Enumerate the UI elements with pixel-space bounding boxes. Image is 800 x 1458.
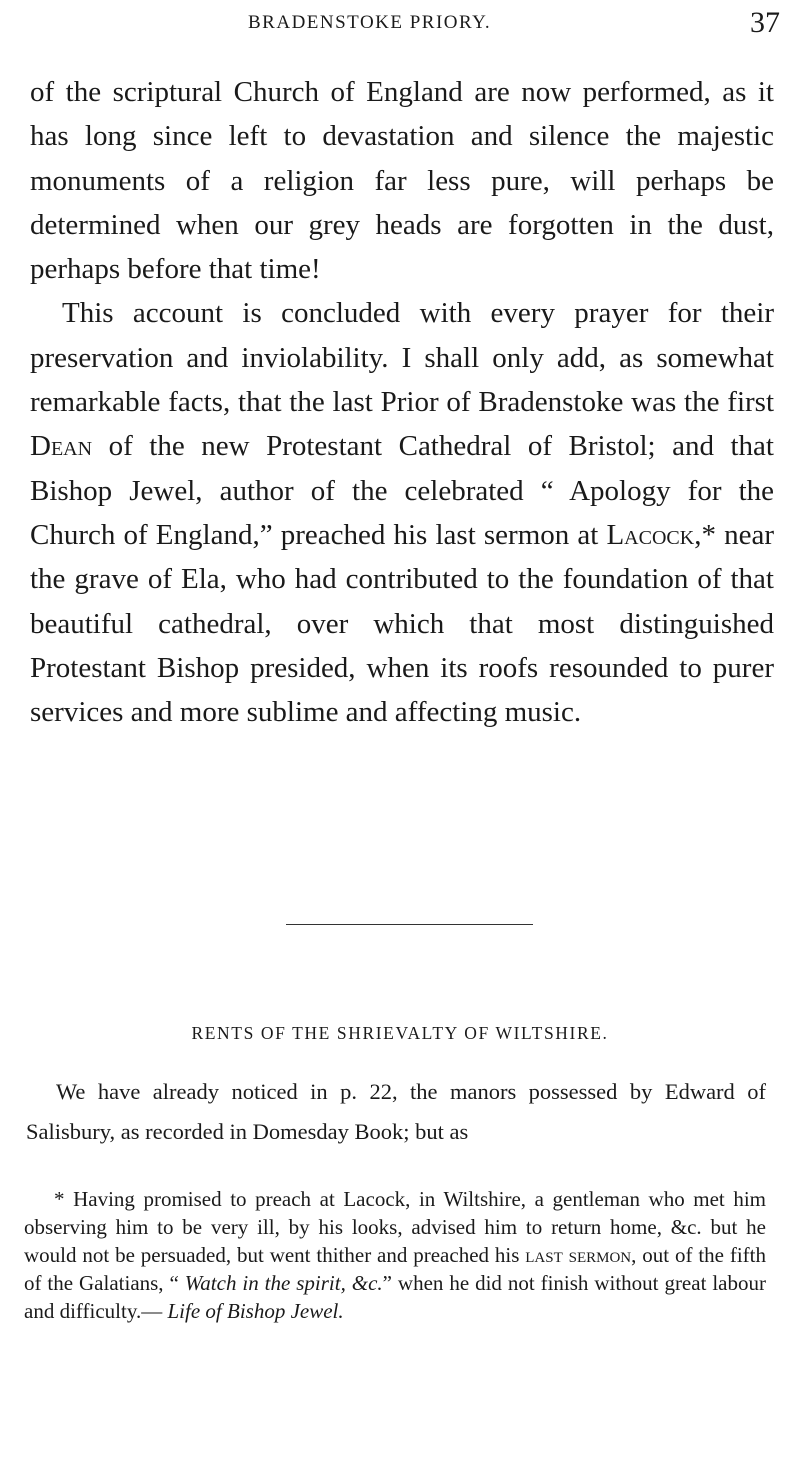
lacock-small-caps: Lacock bbox=[606, 518, 695, 551]
section-divider bbox=[286, 924, 533, 925]
paragraph-1: of the scriptural Church of England are now performed, as it has long since left to devastation and silence the majestic monuments of a religion far less pure, will perhaps be determined when our grey heads are forgotten in the dust, perhaps before that time! bbox=[30, 76, 774, 286]
footnote-source: Life of Bishop Jewel. bbox=[167, 1299, 344, 1323]
page-number: 37 bbox=[750, 6, 780, 39]
dean-small-caps: Dean bbox=[30, 430, 93, 463]
main-text bbox=[30, 70, 774, 734]
running-title: BRADENSTOKE PRIORY. bbox=[248, 12, 492, 33]
footnote-paragraph bbox=[24, 1185, 766, 1325]
paragraph-2 bbox=[30, 291, 774, 734]
footnote-mark: * bbox=[54, 1187, 74, 1211]
footnote-text-a: Having promised to preach at Lacock, in Wiltshire, a gentleman who met him observing him to be very ill, by his looks, advised him to return home, &c. but he would not be persuaded, but went thither and preached his bbox=[24, 1187, 766, 1267]
footnote-text-c: ” when he did not finish without great labour and difficulty.— bbox=[24, 1271, 766, 1323]
paragraph-2-text-c: near the grave of Ela, who had contributed to the foundation of that beautiful cathedral, over which that most distinguished Protestant Bishop presided, when its roofs resounded to purer services and more sublime and affecting music. bbox=[30, 518, 774, 729]
section-heading: RENTS OF THE SHRIEVALTY OF WILTSHIRE. bbox=[191, 1023, 609, 1043]
paragraph-2-text-b: of the new Protestant Cathedral of Bristol; and that Bishop Jewel, author of the celebrated “ Apology for the Church of England,” preached his last sermon at bbox=[30, 430, 774, 551]
footnote-text-b: , out of the fifth of the Galatians, “ bbox=[24, 1243, 767, 1295]
running-head bbox=[0, 6, 800, 42]
paragraph-2-text-a: This account is concluded with every prayer for their preservation and inviolability. I shall only add, as somewhat remarkable facts, that the last Prior of Bradenstoke was the first bbox=[30, 297, 774, 419]
section-paragraph: We have already noticed in p. 22, the manors possessed by Edward of Salisbury, as recorded in Domesday Book; but as bbox=[26, 1079, 766, 1144]
footnote-reference-mark: ,* bbox=[694, 518, 716, 551]
footnote-quote: Watch in the spirit, &c. bbox=[184, 1271, 383, 1295]
footnote bbox=[24, 1185, 766, 1325]
last-sermon-small-caps: last sermon bbox=[525, 1243, 632, 1267]
section-body bbox=[26, 1072, 766, 1152]
